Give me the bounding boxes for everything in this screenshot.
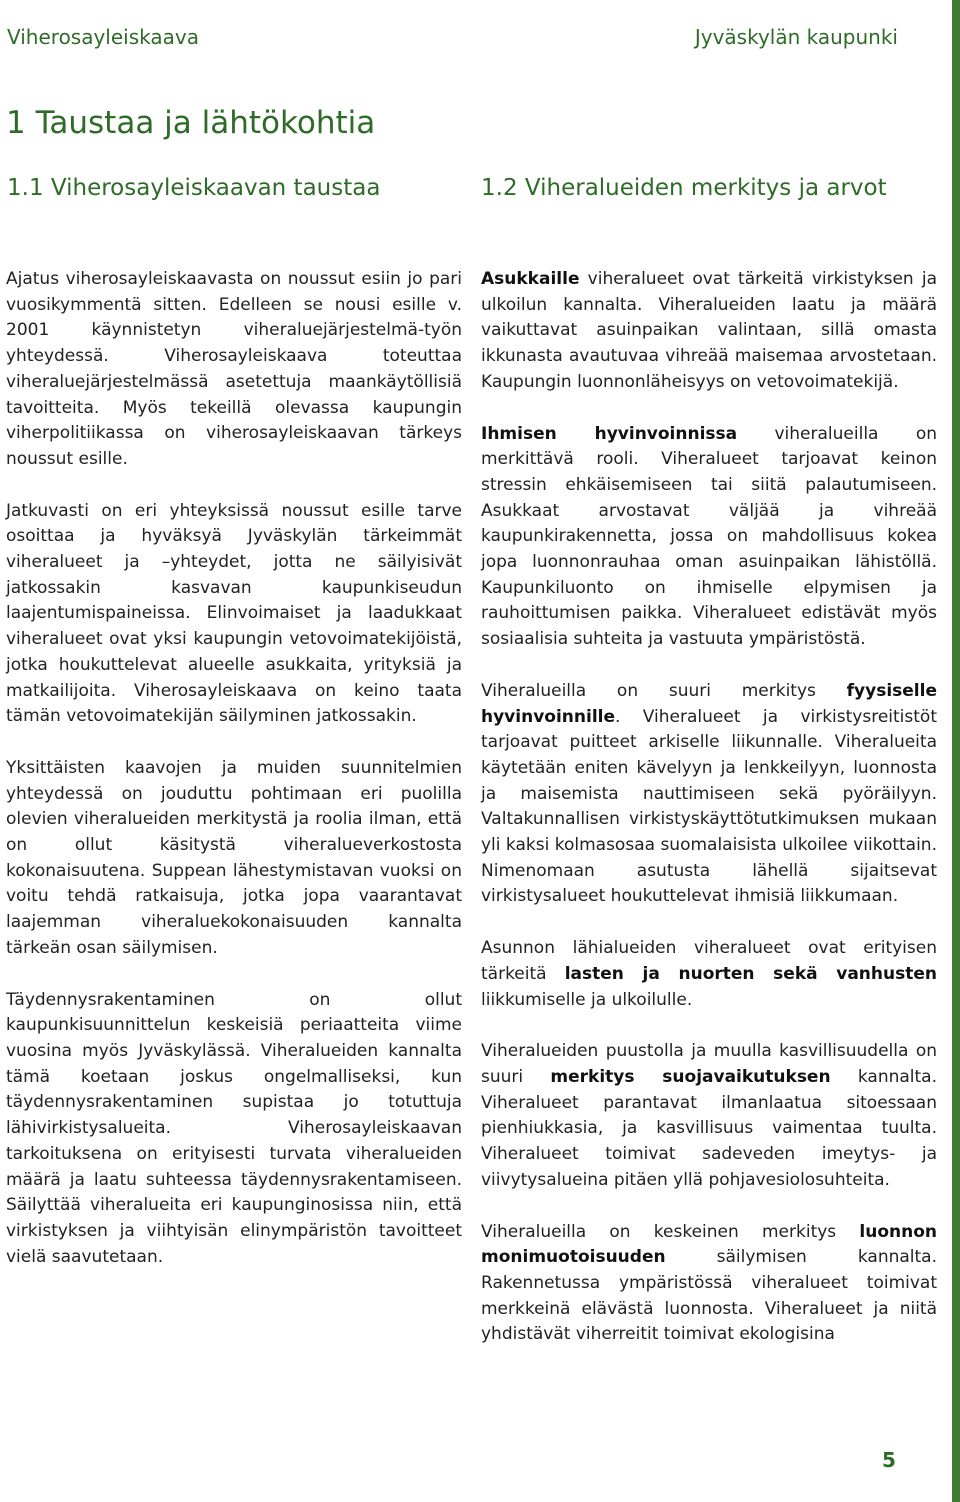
- section-heading-1-1: 1.1 Viherosayleiskaavan taustaa: [7, 175, 381, 201]
- paragraph: Asukkaille viheralueet ovat tärkeitä virkistyksen ja ulkoilun kannalta. Viheralueiden laatu ja määrä vaikuttavat asuinpaikan valintaan, sillä omasta ikkunasta avautuvaa vihreää maisemaa arvostetaan. Kaupungin luonnonläheisyys on vetovoimatekijä.: [481, 269, 937, 392]
- section-heading-1-2: 1.2 Viheralueiden merkitys ja arvot: [481, 175, 887, 201]
- green-side-bar: [952, 0, 960, 1502]
- paragraph: Viheralueilla on suuri merkitys fyysiselle hyvinvoinnille. Viheralueet ja virkistysreitistöt tarjoavat puitteet arkiselle liikunnalle. Viheralueita käytetään eniten kävelyyn ja lenkkeilyyn, luonnosta ja maisemista nauttimiseen sekä pyöräilyyn. Valtakunnallisen virkistyskäyttötutkimuksen mukaan yli kaksi kolmasosaa suomalaisista ulkoilee viikottain. Nimenomaan asutusta lähellä sijaitsevat virkistysalueet houkuttelevat ihmisiä liikkumaan.: [481, 680, 937, 907]
- emphasis: Ihmisen hyvinvoinnissa: [481, 423, 738, 444]
- paragraph: Viheralueiden puustolla ja muulla kasvillisuudella on suuri merkitys suojavaikutuksen kannalta. Viheralueet parantavat ilmanlaatua sitoessaan pienhiukkasia, ja kasvillisuus vaimentaa tuulta. Viheralueet toimivat sadeveden imeytys- ja viivytysalueina pitäen yllä pohjavesiolosuhteita.: [481, 1041, 938, 1190]
- emphasis: merkitys suojavaikutuksen: [550, 1066, 831, 1087]
- header-document-title: Viherosayleiskaava: [7, 25, 199, 49]
- header-organization: Jyväskylän kaupunki: [694, 25, 898, 49]
- emphasis: Asukkaille: [481, 269, 580, 289]
- right-column: [481, 267, 937, 1374]
- emphasis: fyysiselle hyvinvoinnille: [481, 680, 937, 727]
- page-number: 5: [882, 1448, 896, 1472]
- paragraph: Ajatus viherosayleiskaavasta on noussut esiin jo pari vuosikymmentä sitten. Edelleen se nousi esille v. 2001 käynnistetyn viheraluejärjestelmä-työn yhteydessä. Viherosayleiskaava toteuttaa viheraluejärjestelmässä asetettuja maankäytöllisiä tavoitteita. Myös tekeillä olevassa kaupungin viherpolitiikassa on viherosayleiskaavan tärkeys noussut esille.: [6, 269, 462, 469]
- emphasis: luonnon monimuotoisuuden: [481, 1221, 937, 1268]
- paragraph: Jatkuvasti on eri yhteyksissä noussut esille tarve osoittaa ja hyväksyä Jyväskylän tärkeimmät viheralueet ja –yhteydet, jotta ne säilyisivät jatkossakin kasvavan kaupunkiseudun laajentumispaineissa. Elinvoimaiset ja laadukkaat viheralueet ovat yksi kaupungin vetovoimatekijöistä, jotka houkuttelevat alueelle asukkaita, yrityksiä ja matkailijoita. Viherosayleiskaava on keino taata tämän vetovoimatekijän säilyminen jatkossakin.: [6, 500, 462, 727]
- paragraph: Asunnon lähialueiden viheralueet ovat erityisen tärkeitä lasten ja nuorten sekä vanhusten liikkumiselle ja ulkoilulle.: [481, 938, 937, 1010]
- chapter-heading: 1 Taustaa ja lähtökohtia: [6, 105, 376, 141]
- left-column: [6, 267, 462, 1296]
- emphasis: lasten ja nuorten sekä vanhusten: [564, 963, 937, 984]
- paragraph: Yksittäisten kaavojen ja muiden suunnitelmien yhteydessä on jouduttu pohtimaan eri puolilla olevien viheralueiden merkitystä ja roolia ilman, että on ollut käsitystä viheralueverkostosta kokonaisuutena. Suppean lähestymistavan vuoksi on voitu tehdä ratkaisuja, jotka jopa vaarantavat laajemman viheraluekokonaisuuden kannalta tärkeän osan säilymisen.: [6, 757, 462, 958]
- paragraph: Ihmisen hyvinvoinnissa viheralueilla on merkittävä rooli. Viheralueet tarjoavat keinon stressin ehkäisemiseen tai siitä palautumiseen. Asukkaat arvostavat väljää ja vihreää kaupunkirakennetta, jossa on mahdollisuus kokea jopa luonnonrauhaa oman asuinpaikan lähistöllä. Kaupunkiluonto on ihmiselle elpymisen ja rauhoittumisen paikka. Viheralueet edistävät myös sosiaalisia suhteita ja vastuuta ympäristöstä.: [481, 423, 937, 650]
- paragraph: Viheralueilla on keskeinen merkitys luonnon monimuotoisuuden säilymisen kannalta. Rakennetussa ympäristössä viheralueet toimivat merkkeinä elävästä luonnosta. Viheralueet ja niitä yhdistävät viherreitit toimivat ekologisina: [481, 1221, 937, 1345]
- paragraph: Täydennysrakentaminen on ollut kaupunkisuunnittelun keskeisiä periaatteita viime vuosina myös Jyväskylässä. Viheralueiden kannalta tämä koetaan joskus ongelmalliseksi, kun täydennysrakentaminen supistaa jo totuttuja lähivirkistysalueita. Viherosayleiskaavan tarkoituksena on erityisesti turvata viheralueiden määrä ja laatu suhteessa täydennysrakentamiseen. Säilyttää viheralueita eri kaupunginosissa niin, että virkistyksen ja viihtyisän elinympäristön tavoitteet vielä saavutetaan.: [6, 989, 462, 1267]
